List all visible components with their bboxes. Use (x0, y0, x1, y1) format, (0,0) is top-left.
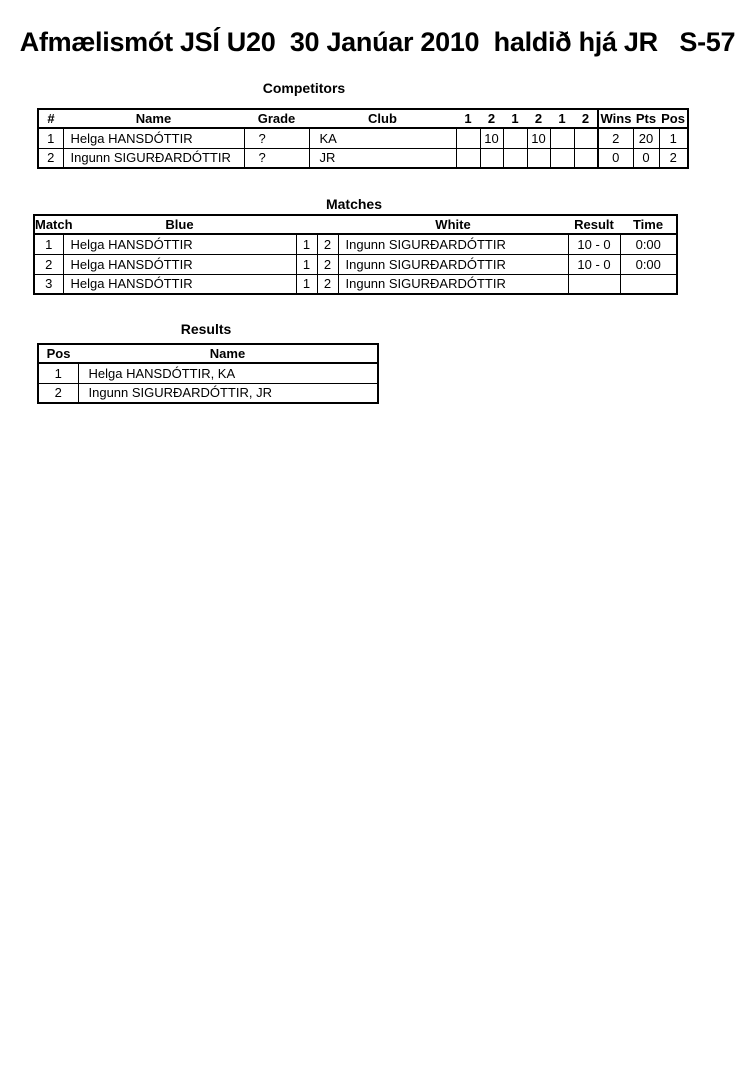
competitors-col-club: Club (309, 109, 456, 128)
competitors-col-score-3: 1 (503, 109, 527, 128)
competitor-score (456, 148, 480, 168)
competitor-number: 1 (38, 128, 63, 148)
results-heading: Results (180, 321, 232, 337)
competitor-grade: ? (244, 148, 309, 168)
competitor-score: 10 (527, 128, 550, 148)
results-col-pos: Pos (38, 344, 78, 363)
match-blue-num: 1 (296, 274, 317, 294)
competitor-grade: ? (244, 128, 309, 148)
competitors-col-score-1: 1 (456, 109, 480, 128)
competitors-col-score-6: 2 (574, 109, 598, 128)
match-number: 3 (34, 274, 63, 294)
competitors-col-score-5: 1 (550, 109, 574, 128)
competitor-score (550, 148, 574, 168)
matches-heading: Matches (325, 196, 383, 212)
match-blue-name: Helga HANSDÓTTIR (63, 234, 296, 254)
competitor-score (480, 148, 503, 168)
matches-col-time: Time (620, 215, 677, 234)
matches-col-blue: Blue (63, 215, 296, 234)
match-time: 0:00 (620, 254, 677, 274)
competitors-col-number: # (38, 109, 63, 128)
competitor-pts: 20 (633, 128, 659, 148)
result-row (38, 363, 378, 383)
result-name: Helga HANSDÓTTIR, KA (78, 363, 378, 383)
competitors-col-wins: Wins (598, 109, 633, 128)
competitor-score (456, 128, 480, 148)
competitor-score (550, 128, 574, 148)
competitor-pts: 0 (633, 148, 659, 168)
matches-table (33, 214, 678, 295)
match-blue-num: 1 (296, 234, 317, 254)
match-blue-name: Helga HANSDÓTTIR (63, 274, 296, 294)
competitor-row (38, 148, 688, 168)
competitor-number: 2 (38, 148, 63, 168)
competitors-col-pts: Pts (633, 109, 659, 128)
competitors-header-row (38, 109, 688, 128)
page-title: Afmælismót JSÍ U20 30 Janúar 2010 haldið hjá JR S-57 (19, 27, 736, 57)
match-white-num: 2 (317, 274, 338, 294)
competitors-col-grade: Grade (244, 109, 309, 128)
match-white-num: 2 (317, 234, 338, 254)
match-result (568, 274, 620, 294)
match-result: 10 - 0 (568, 254, 620, 274)
match-time (620, 274, 677, 294)
match-row (34, 254, 677, 274)
competitor-club: JR (309, 148, 456, 168)
matches-header-row (34, 215, 677, 234)
competitor-pos: 1 (659, 128, 688, 148)
matches-col-match: Match (35, 217, 73, 232)
match-white-num: 2 (317, 254, 338, 274)
competitor-score (503, 128, 527, 148)
match-row (34, 274, 677, 294)
competitor-wins: 0 (598, 148, 633, 168)
match-white-name: Ingunn SIGURÐARDÓTTIR (338, 254, 568, 274)
results-col-name: Name (78, 344, 378, 363)
match-result: 10 - 0 (568, 234, 620, 254)
result-name: Ingunn SIGURÐARDÓTTIR, JR (78, 383, 378, 403)
results-header-row (38, 344, 378, 363)
competitor-score (574, 148, 598, 168)
result-row (38, 383, 378, 403)
matches-col-result: Result (568, 215, 620, 234)
competitor-name: Ingunn SIGURÐARDÓTTIR (63, 148, 244, 168)
matches-col-blue-num (296, 215, 317, 234)
competitors-table (37, 108, 689, 169)
match-number: 1 (34, 234, 63, 254)
match-blue-name: Helga HANSDÓTTIR (63, 254, 296, 274)
match-row (34, 234, 677, 254)
competitor-row (38, 128, 688, 148)
competitor-score: 10 (480, 128, 503, 148)
competitors-col-pos: Pos (659, 109, 688, 128)
competitors-heading: Competitors (262, 80, 346, 96)
competitors-col-score-4: 2 (527, 109, 550, 128)
match-white-name: Ingunn SIGURÐARDÓTTIR (338, 234, 568, 254)
competitors-col-score-2: 2 (480, 109, 503, 128)
matches-col-white-num (317, 215, 338, 234)
match-white-name: Ingunn SIGURÐARDÓTTIR (338, 274, 568, 294)
result-pos: 2 (38, 383, 78, 403)
competitor-pos: 2 (659, 148, 688, 168)
competitor-club: KA (309, 128, 456, 148)
matches-col-white: White (338, 215, 568, 234)
results-table (37, 343, 379, 404)
competitors-col-name: Name (63, 109, 244, 128)
competitor-score (503, 148, 527, 168)
competitor-wins: 2 (598, 128, 633, 148)
competitor-score (574, 128, 598, 148)
match-blue-num: 1 (296, 254, 317, 274)
result-pos: 1 (38, 363, 78, 383)
competitor-name: Helga HANSDÓTTIR (63, 128, 244, 148)
match-time: 0:00 (620, 234, 677, 254)
competitor-score (527, 148, 550, 168)
match-number: 2 (34, 254, 63, 274)
